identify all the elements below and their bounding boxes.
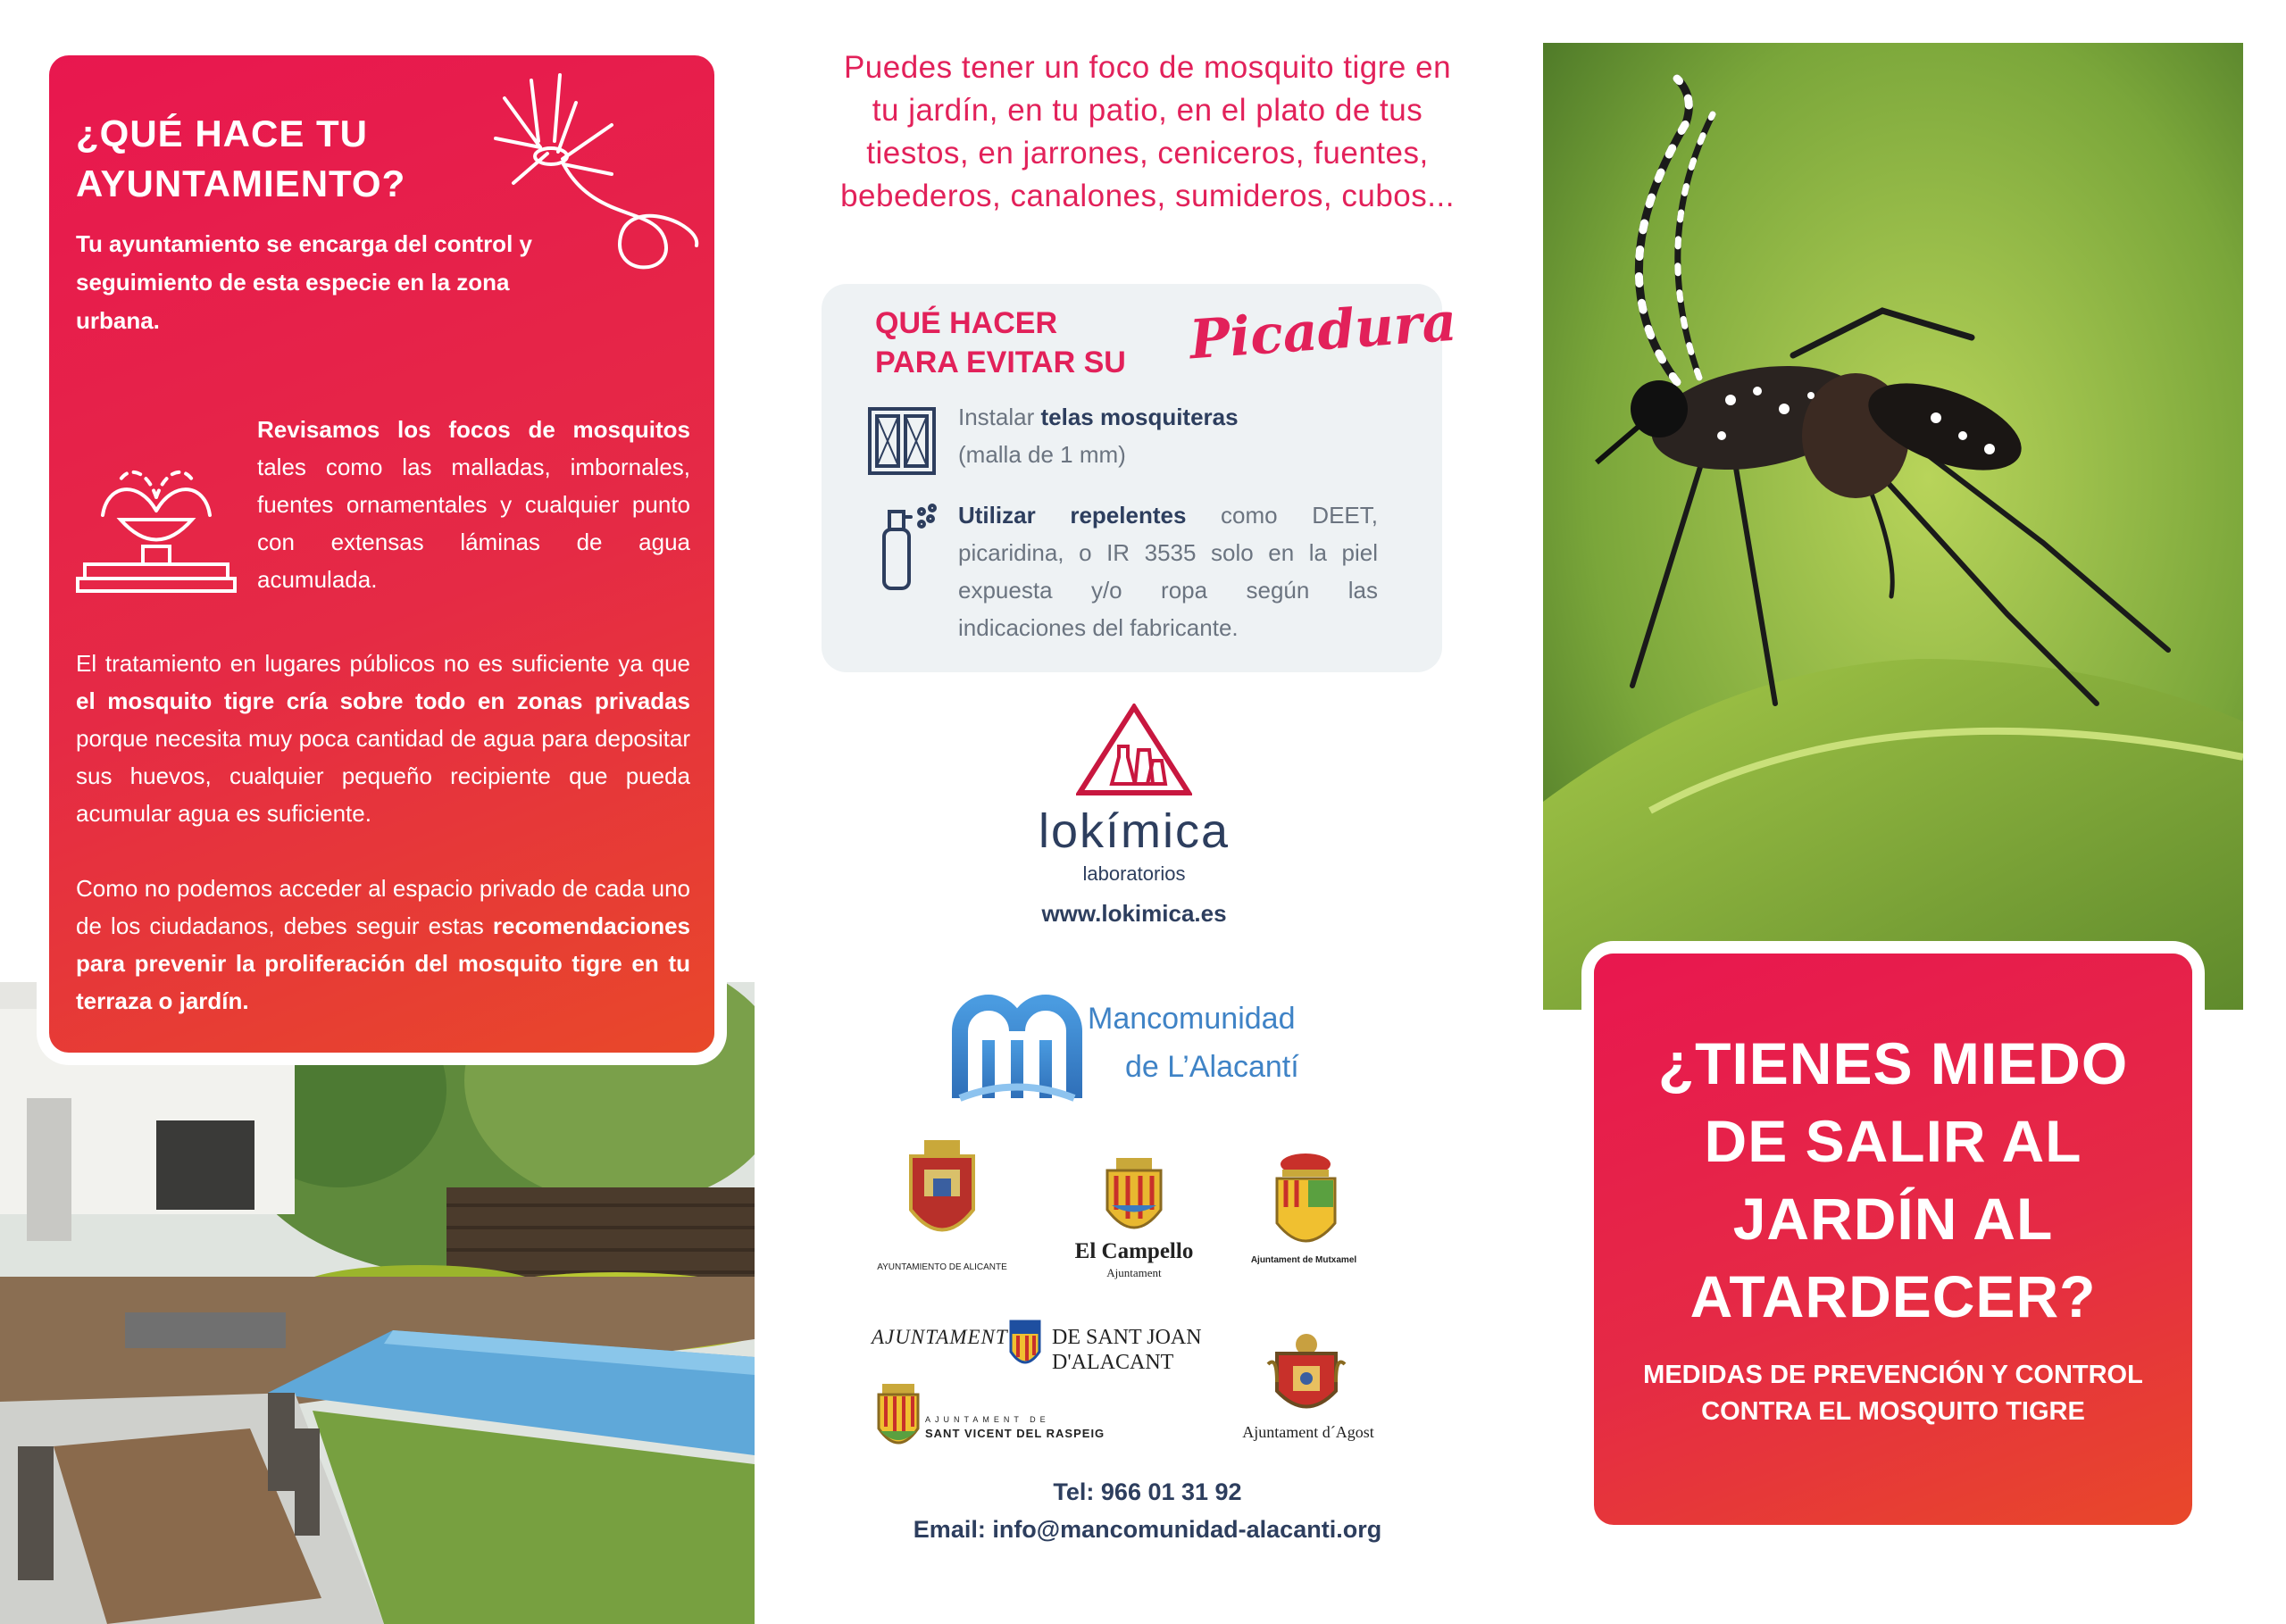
email-address[interactable]: Email: info@mancomunidad-alacanti.org: [913, 1516, 1382, 1543]
tips-title-script: Picadura: [1187, 290, 1459, 372]
el-campello-sublabel: Ajuntament: [1106, 1266, 1162, 1279]
fountain-icon: [76, 462, 237, 600]
sant-vicent-shield-icon: [875, 1382, 922, 1455]
mancomunidad-logo-icon: [951, 991, 1085, 1107]
phone-number[interactable]: Tel: 966 01 31 92: [1053, 1478, 1242, 1505]
headline: ¿TIENES MIEDO DE SALIR AL JARDÍN AL ATARDECER?: [1657, 1030, 2129, 1329]
tiger-mosquito-photo: [1543, 43, 2243, 1010]
sant-joan-label-a: AJUNTAMENT: [872, 1326, 1008, 1348]
alicante-label: AYUNTAMIENTO DE ALICANTE: [877, 1262, 1007, 1272]
headline-card: [1594, 954, 2192, 1525]
agost-coat-of-arms-icon: [1266, 1328, 1347, 1418]
prevention-tips-box: [822, 284, 1459, 672]
ayuntamiento-info-card: [49, 55, 714, 1053]
garden-pool-photo: [0, 982, 755, 1624]
sant-joan-shield-icon: [1007, 1318, 1043, 1371]
sant-joan-label-b: DE SANT JOAN D'ALACANT: [1052, 1326, 1202, 1374]
sant-vicent-label-b: SANT VICENT DEL RASPEIG: [925, 1427, 1105, 1440]
mutxamel-coat-of-arms-icon: [1268, 1152, 1344, 1263]
el-campello-shield-icon: [1103, 1156, 1165, 1241]
lokimica-flask-logo-icon: [1076, 704, 1192, 797]
foco-intro-text: Puedes tener un foco de mosquito tigre en tu jardín, en tu patio, en el plato de tus tiestos, en jarrones, ceniceros, fuentes, bebederos, canalones, sumideros, cubos...: [840, 50, 1455, 213]
tip-repelentes: Utilizar repelentes como DEET, picaridina, o IR 3535 solo en la piel expuesta y/o ropa según las indicaciones del fabricante.: [958, 502, 1378, 641]
window-screen-icon: [866, 405, 938, 477]
revisamos-paragraph: Revisamos los focos de mosquitos tales como las malladas, imbornales, fuentes ornamentales y cualquier punto con extensas láminas de agua acumulada.: [257, 416, 690, 593]
tratamiento-paragraph: El tratamiento en lugares públicos no es suficiente ya que el mosquito tigre cría sobre todo en zonas privadas porque necesita muy poca cantidad de agua para depositar sus huevos, cualquier pequeño recipiente que pueda acumular agua es suficiente.: [76, 650, 690, 827]
tips-title: QUÉ HACER PARA EVITAR SU: [875, 306, 1126, 379]
tip-mosquiteras: Instalar telas mosquiteras (malla de 1 mm): [958, 404, 1239, 468]
repellent-spray-icon: [877, 503, 939, 592]
mancomunidad-name-line1: Mancomunidad: [1088, 1002, 1296, 1036]
headline-subtitle: MEDIDAS DE PREVENCIÓN Y CONTROL CONTRA EL MOSQUITO TIGRE: [1643, 1361, 2143, 1426]
lokimica-subtitle: laboratorios: [1082, 862, 1186, 885]
mutxamel-label: Ajuntament de Mutxamel: [1250, 1255, 1357, 1265]
card-intro: Tu ayuntamiento se encarga del control y seguimiento de esta especie en la zona urbana.: [76, 230, 532, 334]
contact-info: [835, 1473, 1460, 1548]
agost-label: Ajuntament d´Agost: [1242, 1423, 1374, 1441]
recomendaciones-paragraph: Como no podemos acceder al espacio privado de cada uno de los ciudadanos, debes seguir estas recomendaciones para prevenir la proliferación del mosquito tigre en tu terraza o jardín.: [76, 875, 690, 1014]
sant-vicent-label-a: AJUNTAMENT DE: [925, 1415, 1050, 1424]
lokimica-website-link[interactable]: www.lokimica.es: [1041, 900, 1227, 927]
el-campello-label: El Campello: [1074, 1239, 1194, 1263]
lokimica-name: lokímica: [1038, 804, 1231, 858]
card-title: ¿QUÉ HACE TU AYUNTAMIENTO?: [76, 112, 406, 204]
alicante-coat-of-arms-icon: [902, 1138, 982, 1254]
mancomunidad-name-line2: de L’Alacantí: [1125, 1050, 1299, 1084]
